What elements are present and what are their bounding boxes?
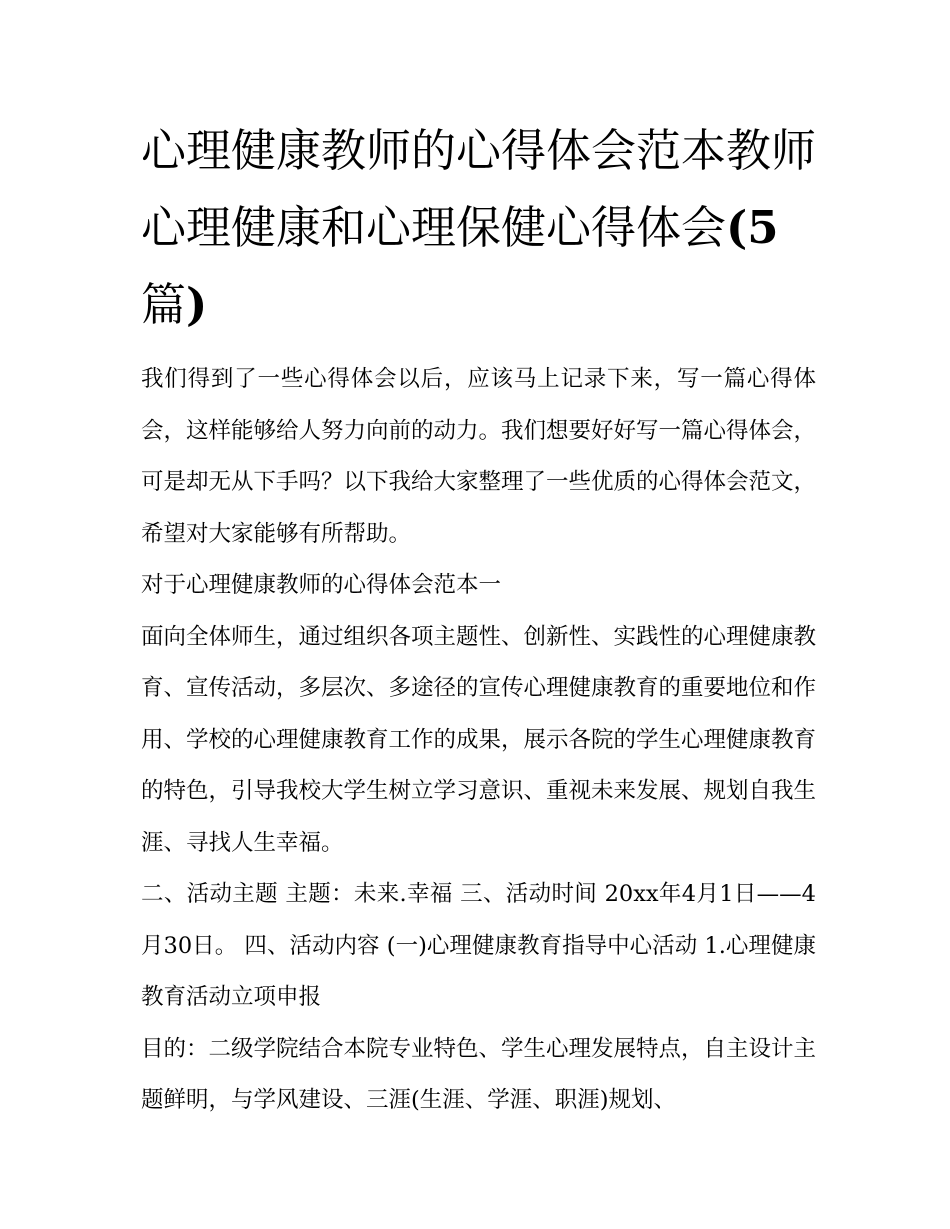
document-title	[141, 112, 821, 343]
title-count-unit: 篇	[141, 278, 187, 331]
body-paragraph-goal: 目的：二级学院结合本院专业特色、学生心理发展特点，自主设计主题鲜明，与学风建设、三涯(生涯、学涯、职涯)规划、	[141, 1035, 817, 1113]
title-count-close: )	[186, 278, 208, 331]
intro-paragraph: 我们得到了一些心得体会以后，应该马上记录下来，写一篇心得体会，这样能够给人努力向前的动力。我们想要好好写一篇心得体会，可是却无从下手吗？以下我给大家整理了一些优质的心得体会范文，希望对大家能够有所帮助。	[141, 366, 817, 547]
title-count-open: (5	[726, 201, 779, 254]
title-text: 心理健康教师的心得体会范本教师心理健康和心理保健心得体会	[141, 124, 817, 254]
section-heading: 对于心理健康教师的心得体会范本一	[141, 572, 502, 598]
body-paragraph-purpose: 面向全体师生，通过组织各项主题性、创新性、实践性的心理健康教育、宣传活动，多层次、多途径的宣传心理健康教育的重要地位和作用、学校的心理健康教育工作的成果，展示各院的学生心理健康教育的特色，引导我校大学生树立学习意识、重视未来发展、规划自我生涯、寻找人生幸福。	[141, 623, 817, 856]
document-body	[141, 354, 816, 1127]
body-paragraph-activity: 二、活动主题 主题：未来.幸福 三、活动时间 20xx年4月1日——4月30日。 四、活动内容 (一)心理健康教育指导中心活动 1.心理健康教育活动立项申报	[141, 881, 816, 1010]
